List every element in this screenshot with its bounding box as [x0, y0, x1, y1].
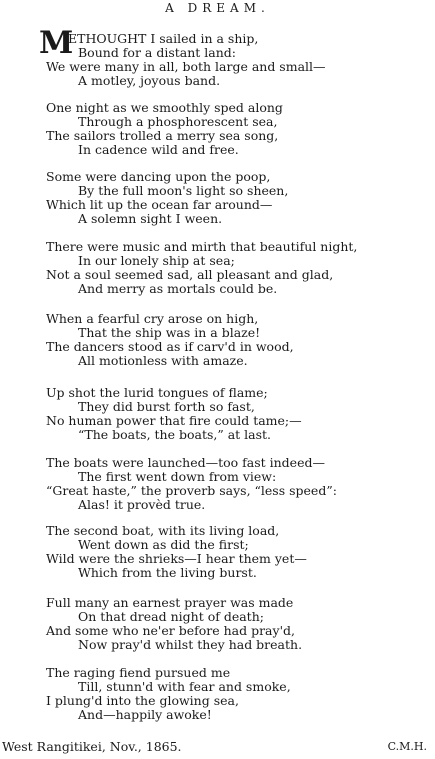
stanza — [46, 240, 357, 296]
poem-line: The dancers stood as if carv'd in wood, — [46, 339, 294, 354]
poem-line: Went down as did the first; — [78, 537, 249, 552]
poem-line: A solemn sight I ween. — [78, 211, 223, 226]
poem-line: Till, stunn'd with fear and smoke, — [78, 679, 291, 694]
poem-line: Through a phosphorescent sea, — [78, 114, 278, 129]
poem-line-text: ETHOUGHT I sailed in a ship, — [68, 31, 259, 46]
poem-line: That the ship was in a blaze! — [78, 325, 261, 340]
poem-title: A DREAM. — [165, 1, 270, 15]
stanza — [39, 25, 326, 88]
poem-line: We were many in all, both large and small— — [46, 59, 326, 74]
author-initials: C.M.H. — [387, 740, 427, 753]
poem-line: The second boat, with its living load, — [46, 523, 280, 538]
poem-line: And—happily awoke! — [78, 707, 212, 722]
poem-line: And some who ne'er before had pray'd, — [46, 623, 295, 638]
poem-line: When a fearful cry arose on high, — [46, 311, 259, 326]
poem-line: The first went down from view: — [78, 469, 277, 484]
poem-line: A motley, joyous band. — [78, 73, 221, 88]
poem-line: Alas! it provèd true. — [78, 497, 206, 512]
poem-line: In cadence wild and free. — [78, 142, 239, 157]
poem-line: I plung'd into the glowing sea, — [46, 693, 239, 708]
poem-line: Some were dancing upon the poop, — [46, 169, 271, 184]
poem-line: They did burst forth so fast, — [78, 399, 255, 414]
poem-line: There were music and mirth that beautiful night, — [46, 239, 358, 254]
poem-line: All motionless with amaze. — [78, 353, 248, 368]
stanza — [46, 524, 307, 580]
signature-row — [0, 739, 435, 755]
poem-line: Not a soul seemed sad, all pleasant and glad, — [46, 267, 334, 282]
drop-cap: M — [39, 25, 74, 61]
poem-line: The boats were launched—too fast indeed— — [46, 455, 325, 470]
stanza — [46, 312, 294, 368]
poem-line: No human power that fire could tame;— — [46, 413, 302, 428]
poem-line: By the full moon's light so sheen, — [78, 183, 289, 198]
stanza — [46, 596, 302, 652]
stanza — [46, 101, 283, 157]
poem-line: And merry as mortals could be. — [78, 281, 278, 296]
poem-line: Full many an earnest prayer was made — [46, 595, 294, 610]
stanza — [46, 170, 288, 226]
poem-line: In our lonely ship at sea; — [78, 253, 235, 268]
stanza — [46, 456, 337, 512]
poem-line: The sailors trolled a merry sea song, — [46, 128, 279, 143]
poem-line: The raging fiend pursued me — [46, 665, 231, 680]
poem-line: Now pray'd whilst they had breath. — [78, 637, 303, 652]
poem-line: Up shot the lurid tongues of flame; — [46, 385, 268, 400]
poem-line: Bound for a distant land: — [78, 45, 236, 60]
poem-line: One night as we smoothly sped along — [46, 100, 283, 115]
poem-line: “Great haste,” the proverb says, “less speed”: — [46, 483, 337, 498]
poem-line: “The boats, the boats,” at last. — [78, 427, 272, 442]
poem-line: On that dread night of death; — [78, 609, 264, 624]
stanza — [46, 666, 291, 722]
stanza — [46, 386, 302, 442]
poem-line: Which lit up the ocean far around— — [46, 197, 273, 212]
place-date: West Rangitikei, Nov., 1865. — [2, 739, 182, 754]
poem-line: Wild were the shrieks—I hear them yet— — [46, 551, 307, 566]
poem-line: Which from the living burst. — [78, 565, 257, 580]
